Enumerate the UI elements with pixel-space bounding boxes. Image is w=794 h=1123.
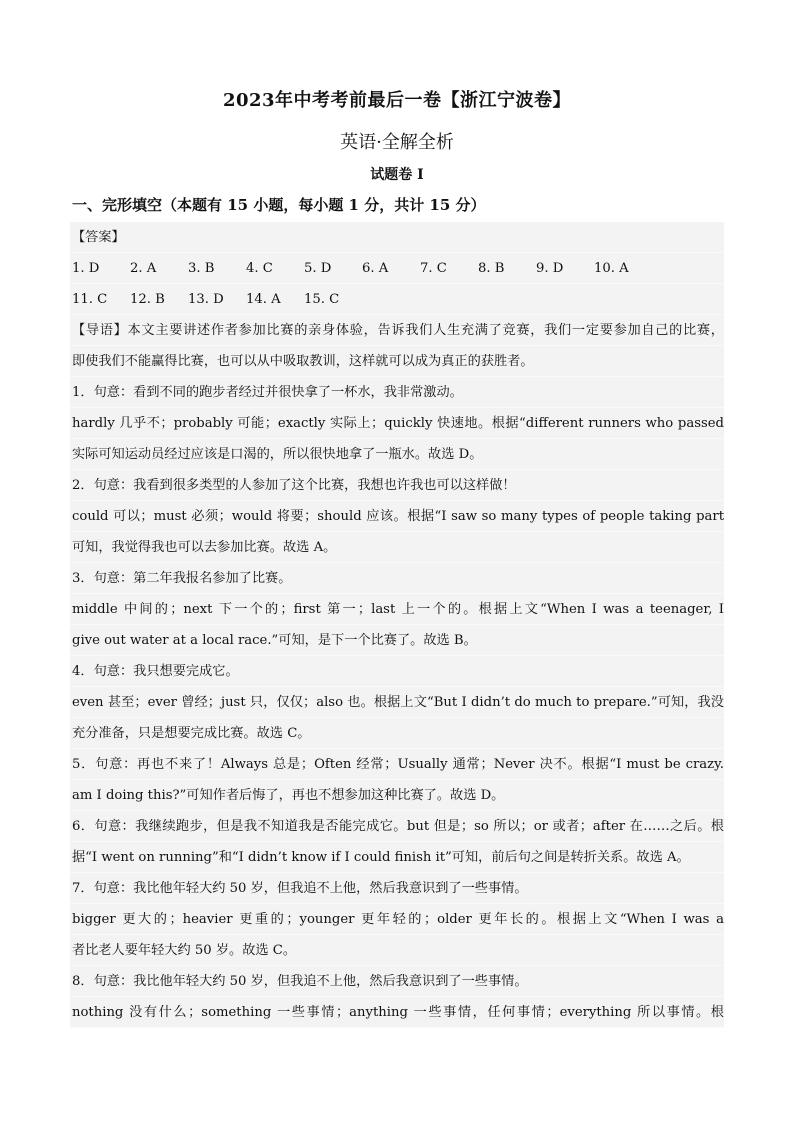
answer-item: 13. D <box>188 292 224 307</box>
text-line: 充分准备，只是想要完成比赛。故选 C。 <box>70 718 724 749</box>
answer-item: 5. D <box>304 261 332 276</box>
answer-item: 4. C <box>246 261 273 276</box>
answers-row-1 <box>70 253 724 284</box>
text-line: bigger 更大的；heavier 更重的；younger 更年轻的；older 更年长的。根据上文“When I was a <box>70 904 724 935</box>
answer-item: 11. C <box>72 292 108 307</box>
text-line: 6．句意：我继续跑步，但是我不知道我是否能完成它。but 但是；so 所以；or 或者；after 在……之后。根 <box>70 811 724 842</box>
answer-item: 10. A <box>594 261 629 276</box>
text-line: 3．句意：第二年我报名参加了比赛。 <box>70 563 724 594</box>
text-line: 2．句意：我看到很多类型的人参加了这个比赛，我想也许我也可以这样做！ <box>70 470 724 501</box>
answer-item: 6. A <box>362 261 389 276</box>
document-subtitle: 英语·全解全析 <box>340 132 454 153</box>
text-line: 即使我们不能赢得比赛，也可以从中吸取教训，这样就可以成为真正的获胜者。 <box>70 346 724 377</box>
answer-item: 15. C <box>304 292 340 307</box>
answer-item: 7. C <box>420 261 447 276</box>
text-line: 7．句意：我比他年轻大约 50 岁，但我追不上他，然后我意识到了一些事情。 <box>70 873 724 904</box>
document-title: 2023年中考考前最后一卷【浙江宁波卷】 <box>222 90 572 111</box>
answer-item: 8. B <box>478 261 505 276</box>
explanation-lines <box>70 315 724 1028</box>
text-line: hardly 几乎不；probably 可能；exactly 实际上；quickly 快速地。根据“different runners who passed <box>70 408 724 439</box>
answer-item: 3. B <box>188 261 215 276</box>
text-line: middle 中间的；next 下一个的；first 第一；last 上一个的。根据上文“When I was a teenager, I <box>70 594 724 625</box>
text-line: am I doing this?”可知作者后悔了，再也不想参加这种比赛了。故选 D。 <box>70 780 724 811</box>
text-line: 8．句意：我比他年轻大约 50 岁，但我追不上他，然后我意识到了一些事情。 <box>70 966 724 997</box>
text-line: even 甚至；ever 曾经；just 只，仅仅；also 也。根据上文“But I didn’t do much to prepare.”可知，我没 <box>70 687 724 718</box>
answer-item: 12. B <box>130 292 165 307</box>
text-line: 5．句意：再也不来了！Always 总是；Often 经常；Usually 通常；Never 决不。根据“I must be crazy. <box>70 749 724 780</box>
text-line: 者比老人要年轻大约 50 岁。故选 C。 <box>70 935 724 966</box>
text-line: 4．句意：我只想要完成它。 <box>70 656 724 687</box>
text-line: 【导语】本文主要讲述作者参加比赛的亲身体验，告诉我们人生充满了竞赛，我们一定要参加自己的比赛， <box>70 315 724 346</box>
document-body <box>70 222 724 1028</box>
text-line: 可知，我觉得我也可以去参加比赛。故选 A。 <box>70 532 724 563</box>
text-line: give out water at a local race.”可知，是下一个比赛了。故选 B。 <box>70 625 724 656</box>
answer-item: 2. A <box>130 261 157 276</box>
text-line: 实际可知运动员经过应该是口渴的，所以很快地拿了一瓶水。故选 D。 <box>70 439 724 470</box>
text-line: 据“I went on running”和“I didn’t know if I could finish it”可知，前后句之间是转折关系。故选 A。 <box>70 842 724 873</box>
text-line: nothing 没有什么；something 一些事情；anything 一些事情，任何事情；everything 所以事情。根 <box>70 997 724 1028</box>
paper-label: 试题卷 I <box>370 167 424 183</box>
section-heading: 一、完形填空（本题有 15 小题，每小题 1 分，共计 15 分） <box>72 196 486 214</box>
text-line: could 可以；must 必须；would 将要；should 应该。根据“I saw so many types of people taking part <box>70 501 724 532</box>
text-line: 1．句意：看到不同的跑步者经过并很快拿了一杯水，我非常激动。 <box>70 377 724 408</box>
answer-item: 9. D <box>536 261 564 276</box>
answer-label: 【答案】 <box>70 222 724 253</box>
answer-item: 1. D <box>72 261 100 276</box>
answer-item: 14. A <box>246 292 281 307</box>
answers-row-2 <box>70 284 724 315</box>
